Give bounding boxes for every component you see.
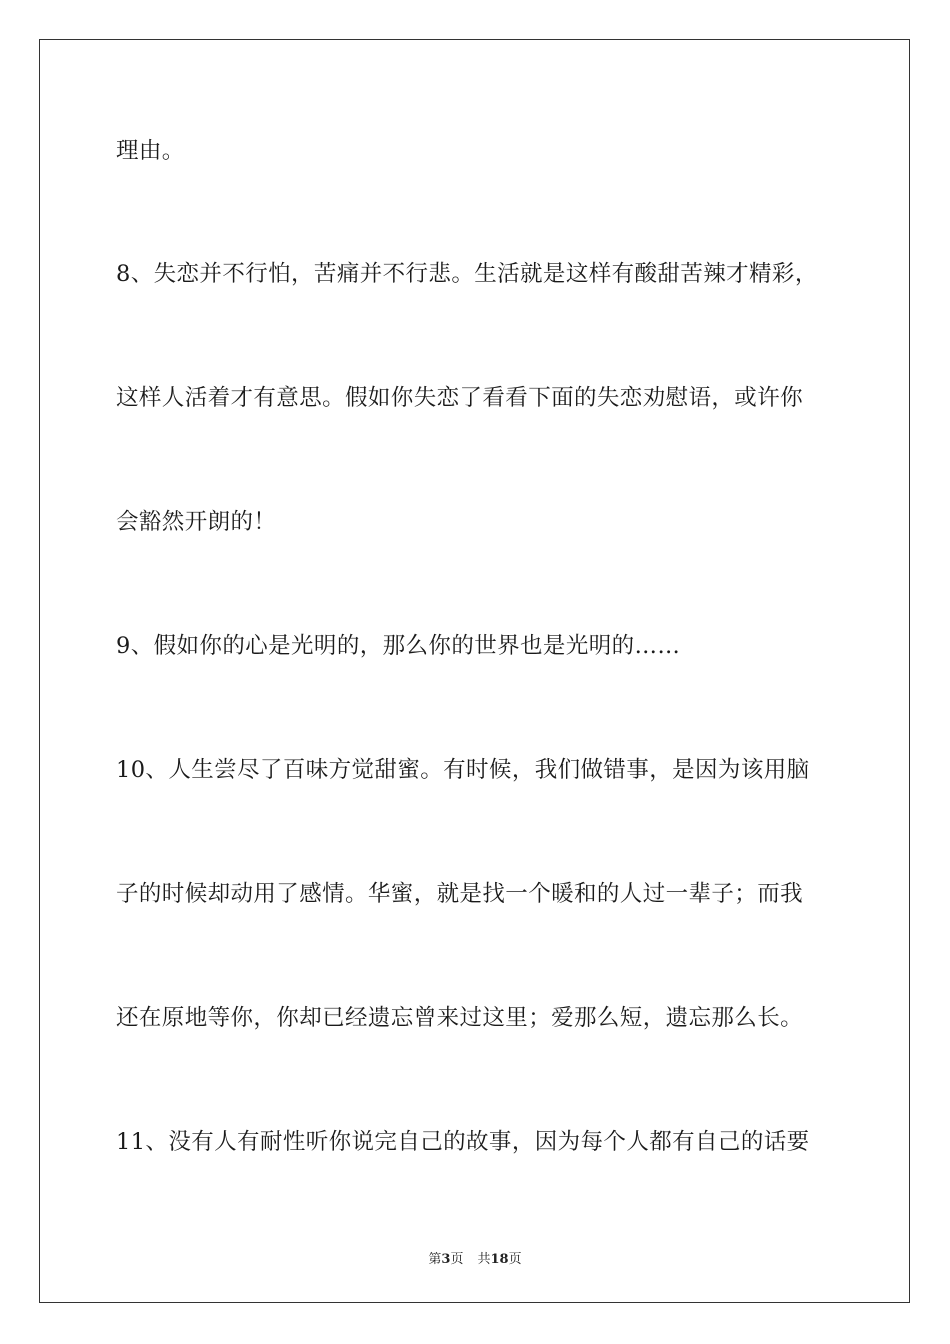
total-pages-number: 18 xyxy=(490,1252,509,1267)
page-label-prefix: 第 xyxy=(428,1252,442,1267)
page-label-suffix: 页 xyxy=(450,1252,464,1267)
text-line-2: 8、失恋并不行怕，苦痛并不行悲。生活就是这样有酸甜苦辣才精彩， xyxy=(116,261,818,287)
page-footer xyxy=(0,1248,950,1267)
text-line-7: 子的时候却动用了感情。华蜜，就是找一个暖和的人过一辈子；而我 xyxy=(116,881,804,907)
total-label-suffix: 页 xyxy=(508,1252,522,1267)
text-line-6: 10、人生尝尽了百味方觉甜蜜。有时候，我们做错事，是因为该用脑 xyxy=(116,757,810,783)
page-border xyxy=(39,39,910,1303)
text-line-5: 9、假如你的心是光明的，那么你的世界也是光明的…… xyxy=(116,633,681,659)
text-line-9: 11、没有人有耐性听你说完自己的故事，因为每个人都有自己的话要 xyxy=(116,1129,810,1155)
text-line-4: 会豁然开朗的！ xyxy=(116,509,277,535)
current-page-number: 3 xyxy=(441,1252,451,1267)
text-line-1: 理由。 xyxy=(116,138,185,164)
text-line-3: 这样人活着才有意思。假如你失恋了看看下面的失恋劝慰语，或许你 xyxy=(116,385,804,411)
total-label-prefix: 共 xyxy=(477,1252,491,1267)
text-line-8: 还在原地等你，你却已经遗忘曾来过这里；爱那么短，遗忘那么长。 xyxy=(116,1005,804,1031)
